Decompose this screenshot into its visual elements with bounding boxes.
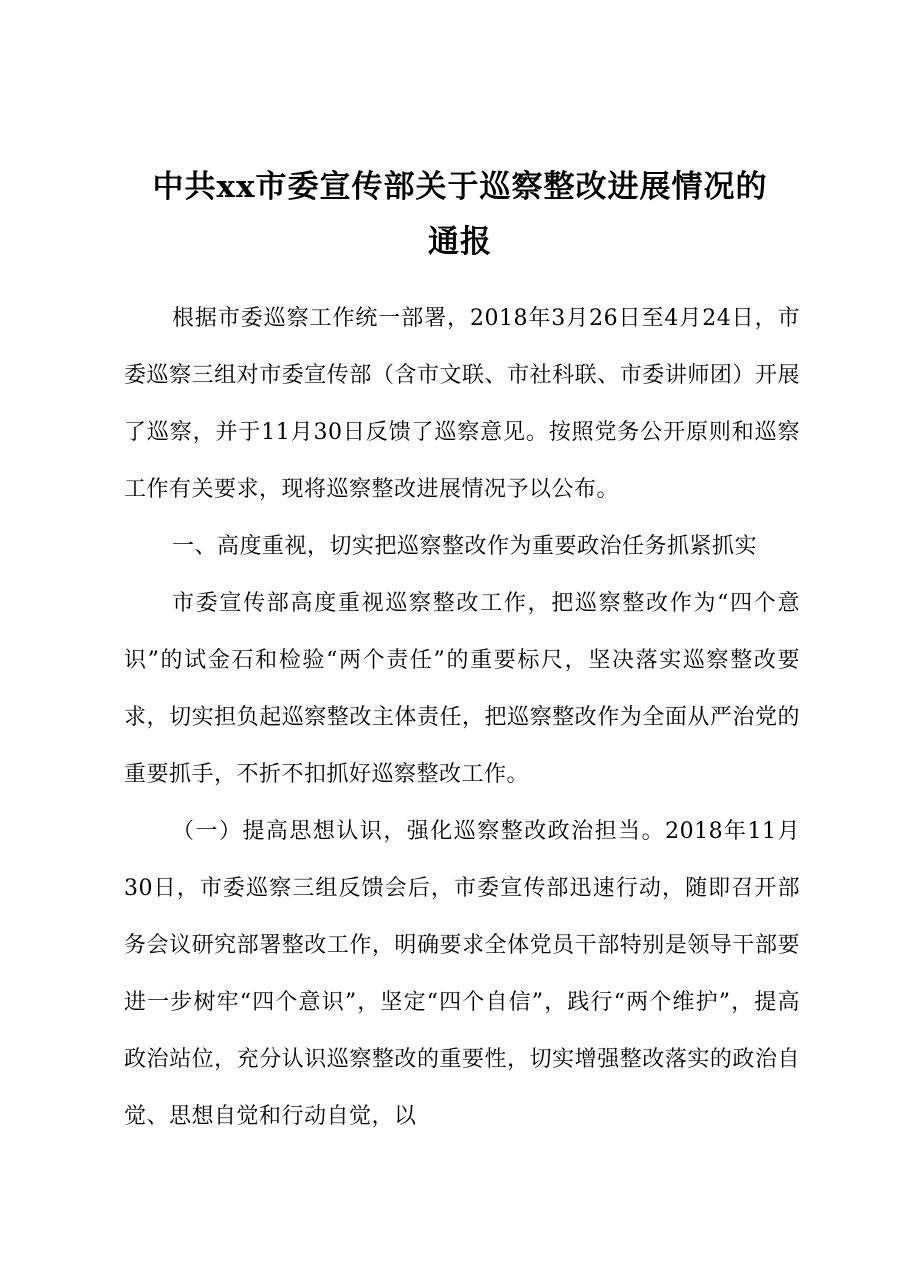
intro-paragraph: 根据市委巡察工作统一部署，2018年3月26日至4月24日，市委巡察三组对市委宣传部（含市文联、市社科联、市委讲师团）开展了巡察，并于11月30日反馈了巡察意见。按照党务公开原则和巡察工作有关要求，现将巡察整改进展情况予以公布。 [124, 306, 800, 502]
section-heading-1: 一、高度重视，切实把巡察整改作为重要政治任务抓紧抓实 [172, 534, 758, 559]
document-title-line-1: 中共xx市委宣传部关于巡察整改进展情况的 [152, 169, 768, 205]
document-title-line-2: 通报 [428, 224, 492, 260]
subsection-1-paragraph: （一）提高思想认识，强化巡察整改政治担当。2018年11月30日，市委巡察三组反馈会后，市委宣传部迅速行动，随即召开部务会议研究部署整改工作，明确要求全体党员干部特别是领导干部要进一步树牢“四个意识”，坚定“四个自信”，践行“两个维护”，提高政治站位，充分认识巡察整改的重要性，切实增强整改落实的政治自觉、思想自觉和行动自觉，以 [124, 819, 800, 1129]
section-1-paragraph: 市委宣传部高度重视巡察整改工作，把巡察整改作为“四个意识”的试金石和检验“两个责任”的重要标尺，坚决落实巡察整改要求，切实担负起巡察整改主体责任，把巡察整改作为全面从严治党的重要抓手，不折不扣抓好巡察整改工作。 [124, 591, 800, 787]
document-title [120, 160, 800, 270]
document-body [124, 290, 800, 1145]
